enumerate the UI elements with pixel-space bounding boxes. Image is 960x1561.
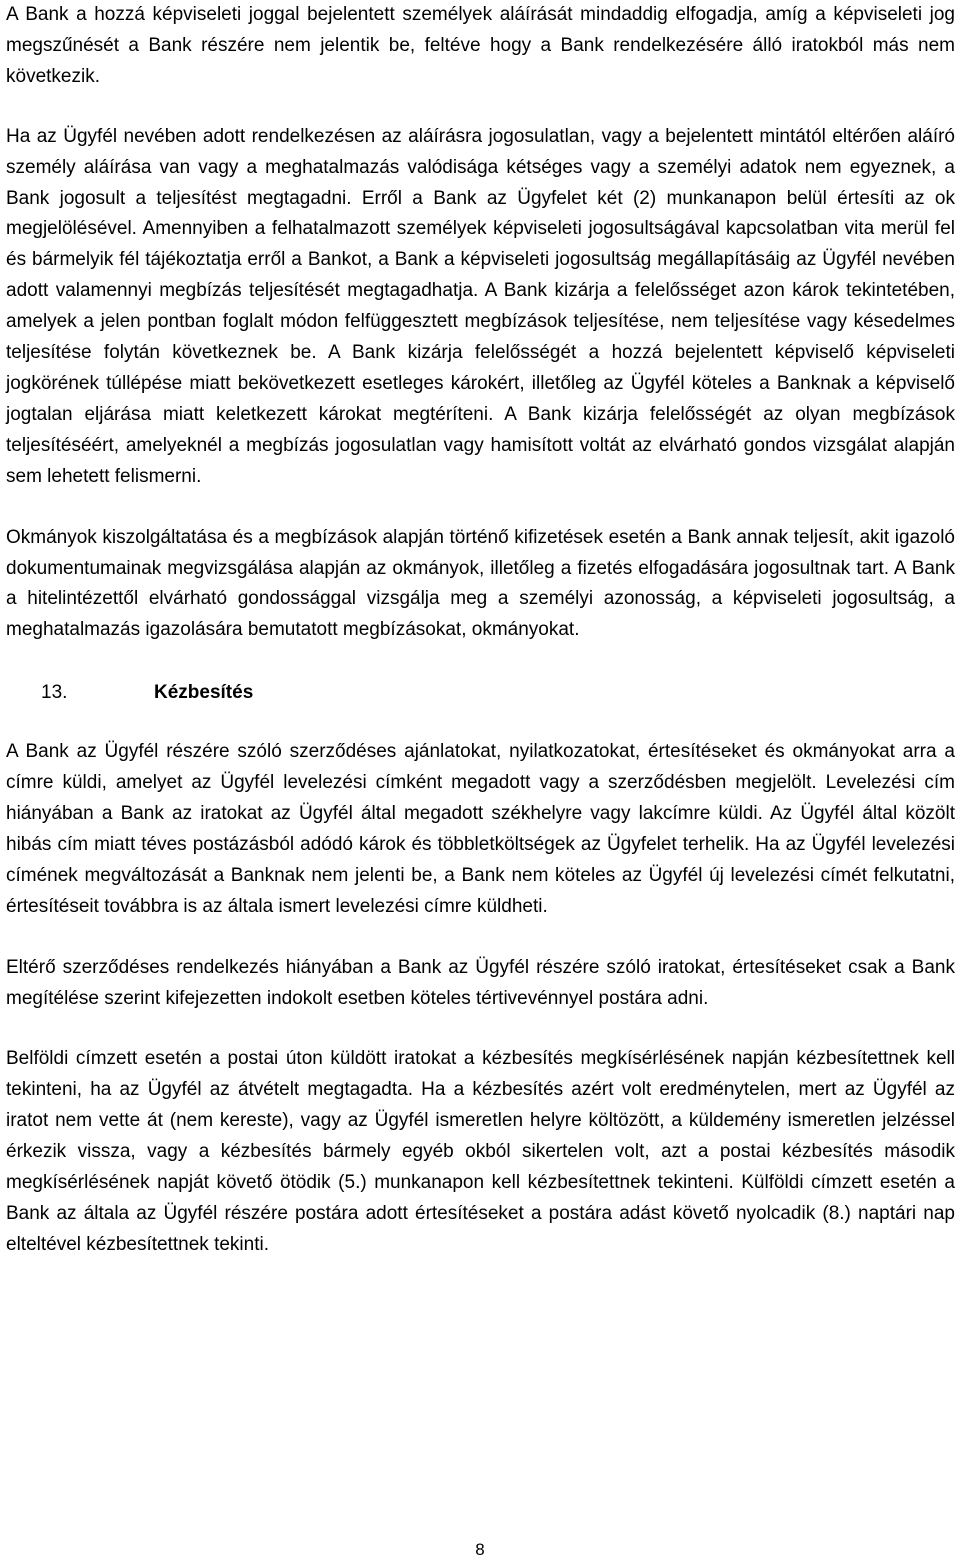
paragraph-delivery-presumption: Belföldi címzett esetén a postai úton küldött iratokat a kézbesítés megkísérlésének napján kézbesítettnek kell tekinteni, ha az Ügyfél az átvételt megtagadta. Ha a kézbesítés azért volt eredménytelen, mert az Ügyfél az iratot nem vette át (nem kereste), vagy az Ügyfél ismeretlen helyre költözött, a küldemény ismeretlen jelzéssel érkezik vissza, vagy a kézbesítés bármely egyéb okból sikertelen volt, azt a postai kézbesítés második megkísérlésének napját követő ötödik (5.) munkanapon kell kézbesítettnek tekinteni. Külföldi címzett esetén a Bank az általa az Ügyfél részére postára adott értesítéseket a postára adást követő nyolcadik (8.) naptári nap elteltével kézbesítettnek tekinti.	[6, 1048, 955, 1255]
paragraph-signature-acceptance: A Bank a hozzá képviseleti joggal bejelentett személyek aláírását mindaddig elfogadja, amíg a képviseleti jog megszűnését a Bank részére nem jelentik be, feltéve hogy a Bank rendelkezésére álló iratokból más nem következik.	[6, 4, 955, 87]
section-number: 13.	[41, 682, 68, 704]
section-title: Kézbesítés	[154, 682, 254, 704]
paragraph-document-delivery-payments: Okmányok kiszolgáltatása és a megbízások alapján történő kifizetések esetén a Bank annak teljesít, akit igazoló dokumentumainak megvizsgálása alapján az okmányok, illetőleg a fizetés elfogadására jogosultnak tart. A Bank a hitelintézettől elvárható gondossággal vizsgálja meg a személyi azonosság, a képviseleti jogosultság, a meghatalmazás igazolására bemutatott megbízásokat, okmányokat.	[6, 526, 955, 641]
section-heading	[6, 677, 955, 708]
page-number: 8	[475, 1540, 485, 1559]
document-page	[6, 0, 955, 1261]
paragraph-unauthorized-signature: Ha az Ügyfél nevében adott rendelkezésen az aláírásra jogosulatlan, vagy a bejelentett mintától eltérően aláíró személy aláírása van vagy a meghatalmazás valódisága kétséges vagy a személyi adatok nem egyeznek, a Bank jogosult a teljesítést megtagadni. Erről a Bank az Ügyfelet két (2) munkanapon belül értesíti az ok megjelölésével. Amennyiben a felhatalmazott személyek képviseleti jogosultságával kapcsolatban vita merül fel és bármelyik fél tájékoztatja erről a Bankot, a Bank a képviseleti jogosultság megállapításáig az Ügyfél nevében adott valamennyi megbízás teljesítését megtagadhatja. A Bank kizárja a felelősséget azon károk tekintetében, amelyek a jelen pontban foglalt módon felfüggesztett megbízások teljesítése, nem teljesítése vagy késedelmes teljesítése folytán következnek be. A Bank kizárja felelősségét a hozzá bejelentett képviselő képviseleti jogkörének túllépése miatt bekövetkezett esetleges károkért, illetőleg az Ügyfél köteles a Banknak a képviselő jogtalan eljárása miatt keletkezett károkat megtéríteni. A Bank kizárja felelősségét az olyan megbízások teljesítéséért, amelyeknél a megbízás jogosulatlan vagy hamisított voltát az elvárható gondos vizsgálat alapján sem lehetett felismerni.	[6, 125, 955, 487]
paragraph-mailing-address: A Bank az Ügyfél részére szóló szerződéses ajánlatokat, nyilatkozatokat, értesítéseket és okmányokat arra a címre küldi, amelyet az Ügyfél levelezési címként megadott vagy a szerződésben megjelölt. Levelezési cím hiányában a Bank az iratokat az Ügyfél által megadott székhelyre vagy lakcímre küldi. Az Ügyfél által közölt hibás cím miatt téves postázásból adódó károk és többletköltségek az Ügyfelet terhelik. Ha az Ügyfél levelezési címének megváltozását a Banknak nem jelenti be, a Bank nem köteles az Ügyfél új levelezési címét felkutatni, értesítéseit továbbra is az általa ismert levelezési címre küldheti.	[6, 741, 955, 917]
paragraph-registered-mail: Eltérő szerződéses rendelkezés hiányában a Bank az Ügyfél részére szóló iratokat, értesítéseket csak a Bank megítélése szerint kifejezetten indokolt esetben köteles tértivevénnyel postára adni.	[6, 956, 955, 1009]
